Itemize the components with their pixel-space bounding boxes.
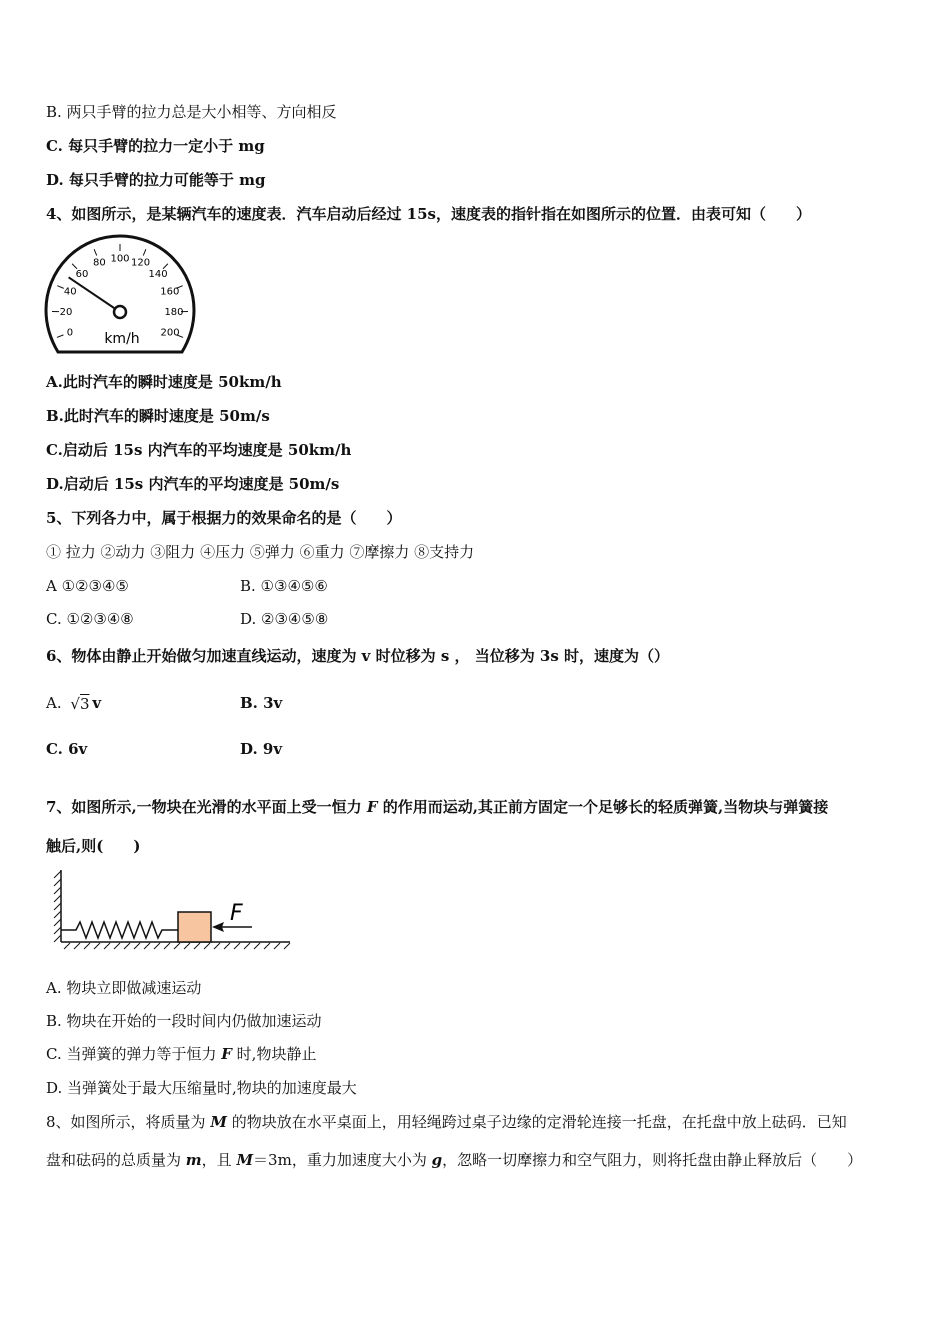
q7-stem-line2: 触后,则( ) [46, 837, 141, 855]
q3-option-b: B. 两只手臂的拉力总是大小相等、方向相反 [46, 103, 337, 121]
q8-l1-a: 8、如图所示，将质量为 [46, 1113, 211, 1131]
q5-option-d: D. ②③④⑤⑧ [240, 610, 329, 628]
q7-option-c-b: 时,物块静止 [231, 1045, 317, 1063]
q6-option-a [46, 693, 101, 713]
q7-option-d: D. 当弹簧处于最大压缩量时,物块的加速度最大 [46, 1079, 357, 1097]
q7-var-f: F [366, 798, 378, 816]
gauge-tick-label: 60 [75, 269, 89, 281]
gauge-tick-label: 180 [164, 307, 184, 319]
q8-l1-b: 的物块放在水平桌面上，用轻绳跨过桌子边缘的定滑轮连接一托盘，在托盘中放上砝码．已知 [226, 1113, 847, 1131]
q7-option-c-a: C. 当弹簧的弹力等于恒力 [46, 1045, 222, 1063]
gauge-unit: km/h [104, 331, 140, 347]
gauge-tick-label: 40 [63, 286, 77, 298]
gauge-tick-label: 0 [66, 327, 74, 339]
gauge-tick-label: 160 [160, 286, 180, 298]
q5-option-c: C. ①②③④⑧ [46, 610, 134, 628]
q7-option-b: B. 物块在开始的一段时间内仍做加速运动 [46, 1012, 322, 1030]
gauge-tick-label: 20 [59, 307, 73, 319]
q6-stem: 6、物体由静止开始做匀加速直线运动，速度为 v 时位移为 s ， 当位移为 3s 时，速度为（） [46, 647, 670, 665]
gauge-tick [57, 286, 63, 289]
q4-option-a: A.此时汽车的瞬时速度是 50km/h [46, 373, 282, 391]
q8-stem-line2 [46, 1150, 862, 1170]
q7-option-c-var: F [221, 1045, 232, 1063]
sqrt-radicand: 3 [79, 695, 90, 713]
q8-l2-c: ＝3m，重力加速度大小为 [253, 1151, 432, 1169]
q7-stem-line1 [46, 797, 828, 817]
q3-option-d: D. 每只手臂的拉力可能等于 mg [46, 171, 266, 189]
force-label: F [230, 901, 243, 926]
spring-block-figure [52, 866, 294, 952]
q7-option-a: A. 物块立即做减速运动 [46, 979, 202, 997]
q3-option-c: C. 每只手臂的拉力一定小于 mg [46, 137, 265, 155]
q8-l2-a: 盘和砝码的总质量为 [46, 1151, 186, 1169]
sqrt-sign: √3 [70, 695, 90, 713]
q4-stem: 4、如图所示，是某辆汽车的速度表．汽车启动后经过 15s，速度表的指针指在如图所示的位置．由表可知（ ） [46, 205, 811, 223]
gauge-tick [163, 264, 168, 269]
floor-hatching [64, 943, 290, 949]
gauge-tick [143, 249, 146, 255]
gauge-tick-label: 80 [93, 257, 106, 269]
block [178, 912, 211, 942]
gauge-tick-label: 120 [131, 257, 151, 269]
q6-option-b: B. 3v [240, 694, 283, 712]
q5-option-b: B. ①③④⑤⑥ [240, 577, 328, 595]
q5-stem: 5、下列各力中，属于根据力的效果命名的是（ ） [46, 509, 402, 527]
q8-var-M2: M [236, 1151, 254, 1169]
q8-stem-line1 [46, 1112, 847, 1132]
gauge-tick [72, 264, 77, 269]
q8-var-g: g [431, 1151, 443, 1169]
q4-option-d: D.启动后 15s 内汽车的平均速度是 50m/s [46, 475, 340, 493]
q7-stem-l1-a: 7、如图所示,一物块在光滑的水平面上受一恒力 [46, 798, 367, 816]
q4-option-c: C.启动后 15s 内汽车的平均速度是 50km/h [46, 441, 352, 459]
q4-option-b: B.此时汽车的瞬时速度是 50m/s [46, 407, 270, 425]
q8-l2-d: ，忽略一切摩擦力和空气阻力，则将托盘由静止释放后（ ） [442, 1151, 863, 1169]
gauge-tick [57, 335, 63, 338]
gauge-tick-label: 200 [160, 327, 180, 339]
q5-force-list: ① 拉力 ②动力 ③阻力 ④压力 ⑤弹力 ⑥重力 ⑦摩擦力 ⑧支持力 [46, 543, 475, 561]
wall-hatching [54, 871, 61, 942]
q6-option-a-prefix: A. [46, 694, 62, 712]
q8-var-M: M [210, 1113, 227, 1131]
q6-option-d: D. 9v [240, 740, 283, 758]
gauge-hub [114, 306, 126, 318]
spring [61, 922, 178, 938]
gauge-tick [94, 249, 97, 255]
gauge-tick-label: 100 [110, 253, 130, 265]
q6-option-a-var: v [92, 694, 102, 712]
q7-stem-l1-b: 的作用而运动,其正前方固定一个足够长的轻质弹簧,当物块与弹簧接 [377, 798, 829, 816]
q8-l2-b: ，且 [201, 1151, 237, 1169]
q8-var-m: m [185, 1151, 202, 1169]
q5-option-a: A ①②③④⑤ [46, 577, 129, 595]
gauge-tick-label: 140 [148, 269, 168, 281]
speedometer-figure [44, 234, 196, 358]
q6-option-c: C. 6v [46, 740, 88, 758]
q7-option-c [46, 1044, 316, 1064]
